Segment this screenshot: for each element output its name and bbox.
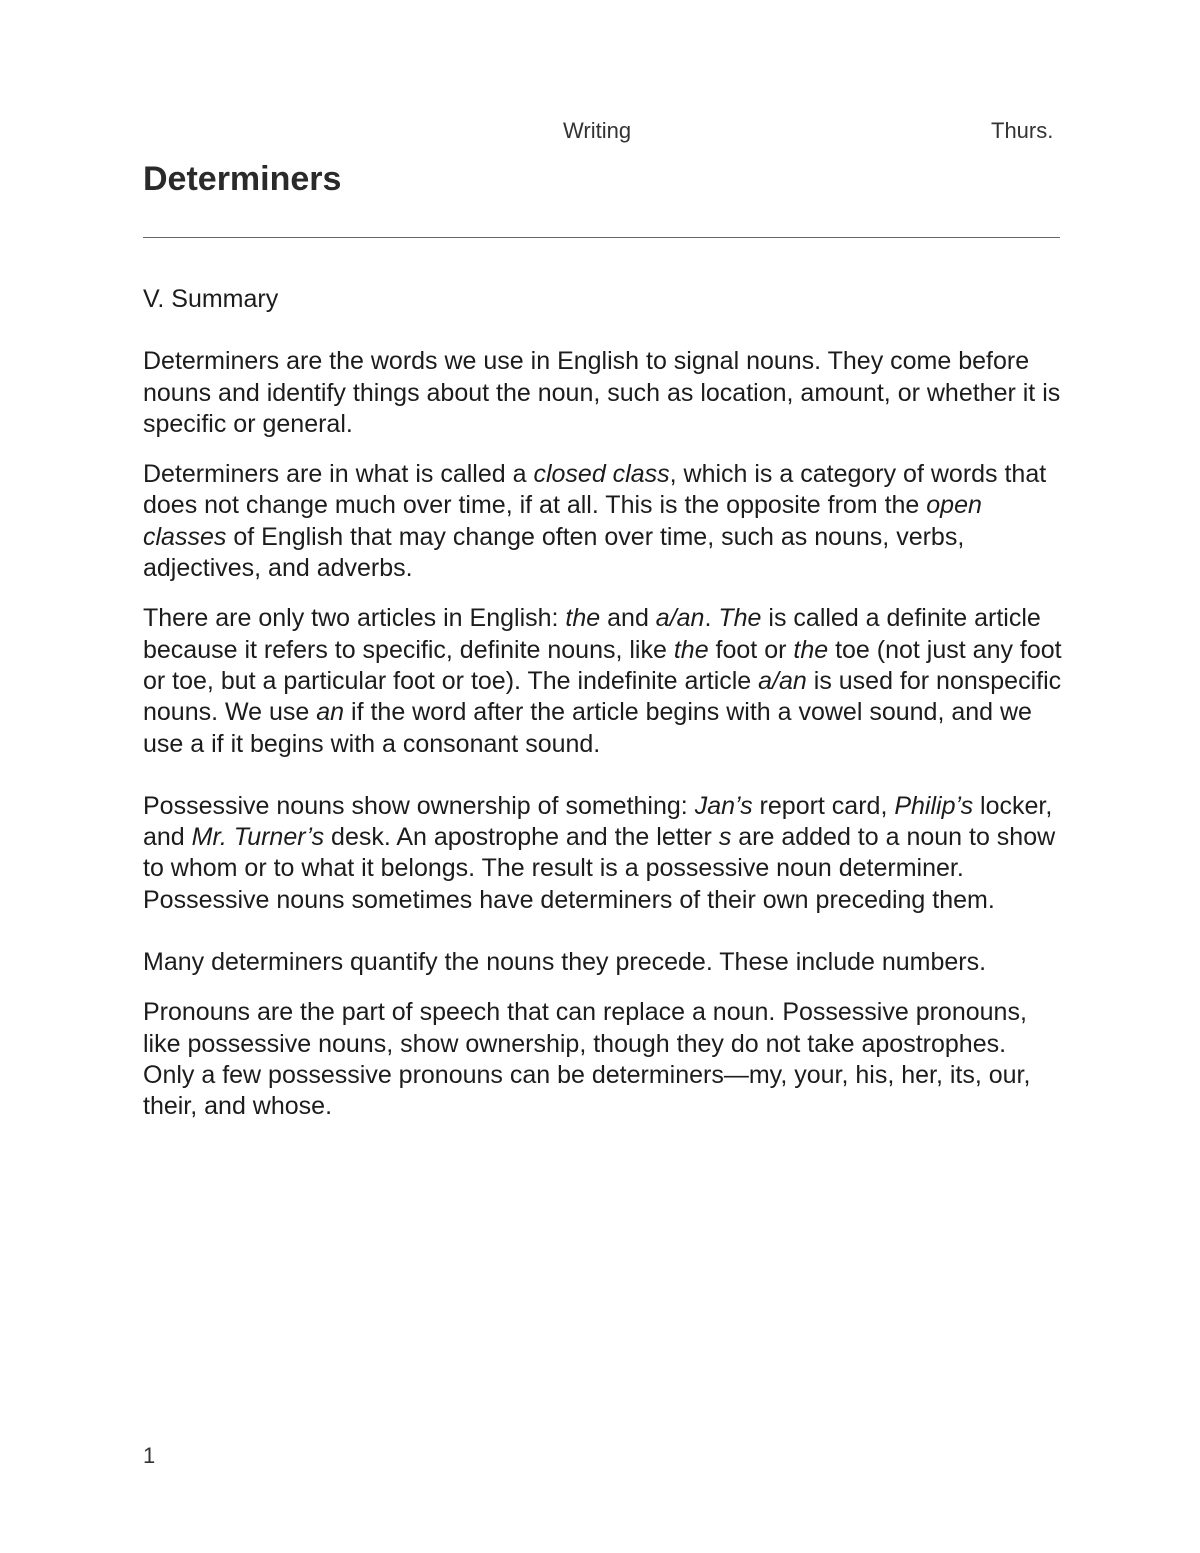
page-number: 1 (143, 1443, 156, 1468)
paragraph-3-text: toe (not just any foot or toe, but a particular foot or toe). The indefinite article (143, 635, 1062, 695)
paragraph-4-text: Possessive nouns show ownership of something: (143, 791, 695, 820)
paragraph-3-text: if the word after the article begins with a vowel sound, and we use (143, 698, 1032, 758)
paragraph-3 (143, 603, 1063, 759)
example-word: s (718, 823, 732, 852)
paragraph-2-text: , which is a category of words that does not change much over time, if at all. This is the opposite from the (143, 460, 1047, 520)
example-word: the (793, 635, 829, 664)
example-word: The (718, 604, 762, 633)
example-word: a/an (655, 604, 705, 633)
example-word: Philip’s (894, 791, 974, 820)
example-word: a (190, 729, 205, 758)
paragraph-4-text: are added to a noun to show to whom or to what it belongs. The result is a possessive noun determiner. Possessive nouns sometimes have determiners of their own preceding them. (143, 823, 1056, 914)
paragraph-3-text: is used for nonspecific nouns. We use (143, 666, 1062, 727)
header-subject: Writing (563, 118, 632, 143)
paragraph-5: Many determiners quantify the nouns they precede. These include numbers. (143, 948, 987, 977)
section-heading: V. Summary (143, 285, 279, 313)
paragraph-2-text: Determiners are in what is called a (143, 460, 534, 489)
paragraph-4-text: locker, and (143, 791, 1053, 852)
paragraph-4 (143, 791, 1063, 916)
example-word: the (565, 604, 601, 633)
example-word: an (316, 698, 345, 727)
paragraph-3-text: is called a definite article because it refers to specific, definite nouns, like (143, 604, 1041, 664)
example-word: Mr. Turner’s (191, 823, 325, 852)
example-word: Jan’s (694, 791, 753, 820)
title-divider (143, 237, 1060, 238)
term-closed-class: closed class (533, 460, 670, 489)
term-open-classes: open classes (143, 491, 982, 551)
paragraph-6: Pronouns are the part of speech that can replace a noun. Possessive pronouns, like possessive nouns, show ownership, though they do not take apostrophes. Only a few possessive pronouns can be determiners—my, your, his, her, its, our, their, and whose. (143, 998, 1031, 1121)
paragraph-3-text: There are only two articles in English: (143, 604, 566, 633)
header-day: Thurs. (991, 118, 1054, 143)
paragraph-3-text: if it begins with a consonant sound. (204, 729, 601, 758)
example-word: the (673, 635, 709, 664)
paragraph-4-text: report card, (752, 791, 895, 820)
paragraph-3-text: foot or (708, 635, 794, 664)
paragraph-2-text: of English that may change often over time, such as nouns, verbs, adjectives, and adverbs. (143, 522, 965, 583)
paragraph-3-text: . (704, 604, 719, 633)
document-body (143, 284, 1063, 1123)
paragraph-4-text: desk. An apostrophe and the letter (324, 823, 719, 852)
paragraph-1: Determiners are the words we use in English to signal nouns. They come before nouns and identify things about the noun, such as location, amount, or whether it is specific or general. (143, 347, 1061, 438)
paragraph-3-text: and (600, 604, 656, 633)
example-word: a/an (758, 666, 807, 695)
paragraph-2 (143, 459, 1063, 584)
document-title: Determiners (143, 160, 342, 198)
